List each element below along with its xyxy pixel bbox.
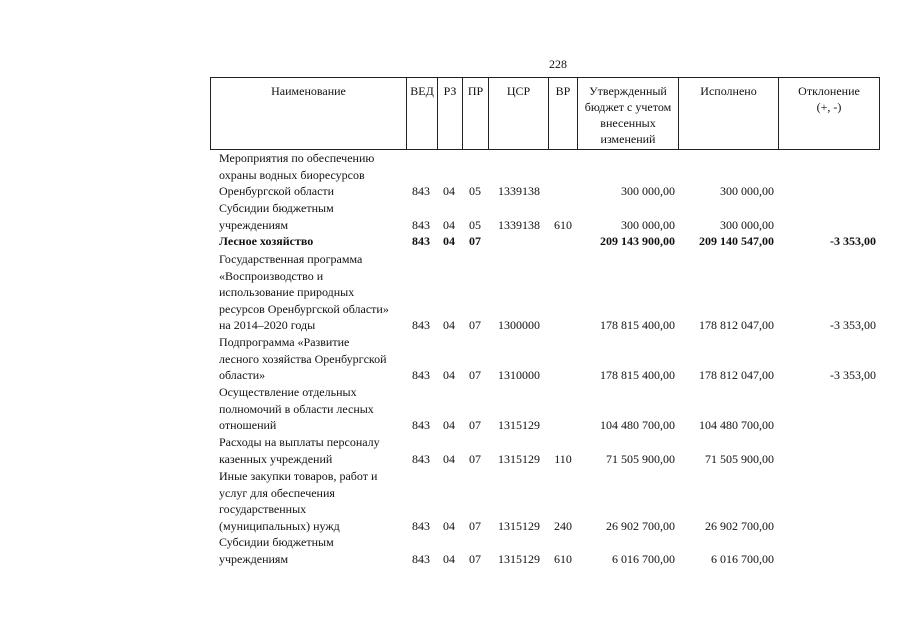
cell-vr: 610 [554,217,572,232]
cell-pr: 07 [469,318,481,332]
row-name: Подпрограмма «Развитие лесного хозяйства Оренбургской области» [219,335,387,382]
row-name: Государственная программа «Воспроизводство и использование природных ресурсов Оренбургской области» на 2014–2020 годы [219,252,389,332]
header-rz: РЗ [438,78,463,149]
table-row [0,468,905,534]
cell-csr: 1339138 [498,184,540,198]
cell-rz: 04 [443,451,455,466]
header-ved: ВЕД [407,78,438,149]
cell-executed: 71 505 900,00 [705,451,774,466]
cell-deviation: -3 353,00 [830,234,876,248]
cell-executed: 209 140 547,00 [699,234,774,248]
cell-budget: 300 000,00 [621,217,675,232]
cell-pr: 05 [469,217,481,232]
header-deviation: Отклонение (+, -) [798,84,860,114]
cell-budget: 300 000,00 [621,184,675,198]
cell-pr: 05 [469,184,481,198]
cell-vr: 110 [554,451,572,466]
cell-ved: 843 [412,318,430,332]
row-name: Лесное хозяйство [219,234,314,248]
cell-pr: 07 [469,551,481,566]
page-number: 228 [549,57,567,71]
cell-ved: 843 [412,368,430,382]
table-row [0,251,905,334]
cell-rz: 04 [443,234,455,248]
cell-ved: 843 [412,518,430,533]
cell-vr: 240 [554,518,572,533]
table-row [0,334,905,384]
cell-executed: 6 016 700,00 [711,551,774,566]
cell-csr: 1315129 [498,451,540,466]
table-header [210,77,880,150]
cell-executed: 26 902 700,00 [705,518,774,533]
header-csr: ЦСР [489,78,549,149]
cell-pr: 07 [469,451,481,466]
table-row [0,534,905,567]
header-executed: Исполнено [679,78,779,149]
cell-vr: 610 [554,551,572,566]
row-name: Субсидии бюджетным учреждениям [219,201,334,232]
header-vr: ВР [549,78,578,149]
cell-budget: 104 480 700,00 [600,418,675,432]
table-row [0,434,905,467]
cell-rz: 04 [443,368,455,382]
row-name: Расходы на выплаты персоналу казенных учреждений [219,435,380,466]
cell-pr: 07 [469,368,481,382]
table-row [0,150,905,200]
cell-ved: 843 [412,234,430,248]
cell-executed: 104 480 700,00 [699,418,774,432]
cell-csr: 1315129 [498,518,540,533]
cell-rz: 04 [443,217,455,232]
header-name: Наименование [211,78,407,149]
table-row [0,200,905,233]
header-pr: ПР [463,78,489,149]
cell-pr: 07 [469,234,481,248]
cell-budget: 178 815 400,00 [600,318,675,332]
cell-ved: 843 [412,184,430,198]
cell-csr: 1310000 [498,368,540,382]
cell-rz: 04 [443,418,455,432]
cell-budget: 209 143 900,00 [600,234,675,248]
cell-budget: 6 016 700,00 [612,551,675,566]
cell-ved: 843 [412,217,430,232]
cell-budget: 26 902 700,00 [606,518,675,533]
cell-rz: 04 [443,518,455,533]
cell-ved: 843 [412,551,430,566]
cell-csr: 1315129 [498,418,540,432]
row-name: Осуществление отдельных полномочий в области лесных отношений [219,385,374,432]
row-name: Субсидии бюджетным учреждениям [219,535,334,566]
cell-executed: 300 000,00 [720,184,774,198]
cell-executed: 178 812 047,00 [699,368,774,382]
row-name: Мероприятия по обеспечению охраны водных биоресурсов Оренбургской области [219,151,375,198]
cell-ved: 843 [412,418,430,432]
cell-rz: 04 [443,184,455,198]
cell-rz: 04 [443,551,455,566]
cell-csr: 1300000 [498,318,540,332]
cell-ved: 843 [412,451,430,466]
table-row [0,233,905,250]
cell-rz: 04 [443,318,455,332]
cell-pr: 07 [469,518,481,533]
cell-executed: 300 000,00 [720,217,774,232]
cell-budget: 178 815 400,00 [600,368,675,382]
cell-deviation: -3 353,00 [830,368,876,382]
cell-pr: 07 [469,418,481,432]
cell-executed: 178 812 047,00 [699,318,774,332]
cell-csr: 1315129 [498,551,540,566]
cell-deviation: -3 353,00 [830,318,876,332]
row-name: Иные закупки товаров, работ и услуг для обеспечения государственных (муниципальных) нужд [219,469,378,533]
cell-csr: 1339138 [498,217,540,232]
header-budget: Утвержденный бюджет с учетом внесенных изменений [578,78,679,149]
table-row [0,384,905,434]
cell-budget: 71 505 900,00 [606,451,675,466]
